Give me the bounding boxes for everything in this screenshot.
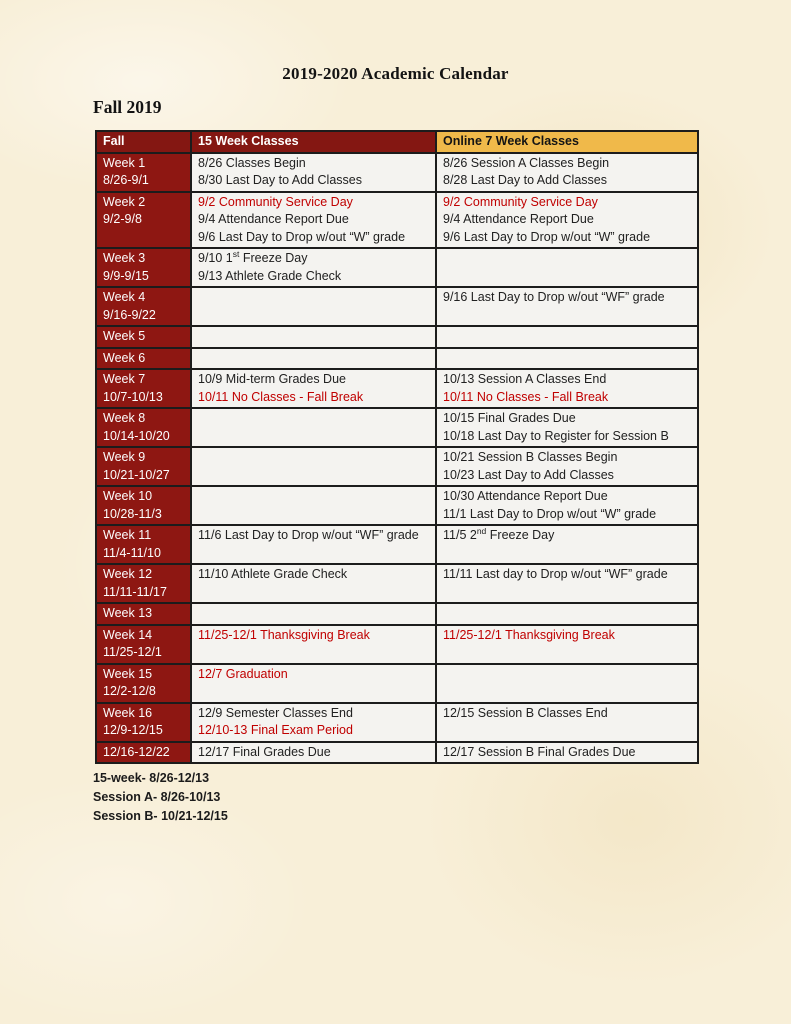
week-name: Week 16	[103, 705, 153, 720]
event-text: 9/6 Last Day to Drop w/out “W” grade	[443, 229, 651, 244]
online-cell	[436, 447, 698, 486]
event-line	[198, 389, 429, 407]
event-text: 8/30 Last Day to Add Classes	[198, 173, 362, 187]
event-text: 10/18 Last Day to Register for Session B	[443, 428, 669, 443]
week-dates: 10/28-11/3	[103, 506, 162, 521]
week-label-cell	[96, 603, 191, 625]
event-line	[443, 229, 691, 247]
online-cell	[436, 486, 698, 525]
week-dates: 10/14-10/20	[103, 428, 170, 443]
event-line	[198, 211, 429, 229]
week-label-cell	[96, 625, 191, 664]
week-dates: 12/2-12/8	[103, 684, 156, 698]
week-label-cell	[96, 564, 191, 603]
event-line	[443, 389, 691, 407]
online-cell	[436, 603, 698, 625]
event-line	[198, 268, 429, 286]
event-line	[443, 289, 691, 307]
week-name: Week 7	[103, 372, 146, 386]
fifteen-week-cell	[191, 248, 436, 287]
event-text: 11/6 Last Day to Drop w/out “WF” grade	[198, 528, 419, 542]
week-label-cell	[96, 742, 191, 764]
fifteen-week-cell	[191, 408, 436, 447]
event-text: 11/1 Last Day to Drop w/out “W” grade	[443, 506, 657, 521]
fifteen-week-cell	[191, 153, 436, 192]
week-name: Week 12	[103, 567, 153, 581]
event-text: 10/23 Last Day to Add Classes	[443, 467, 614, 482]
week-name: 12/16-12/22	[103, 744, 170, 759]
online-cell	[436, 287, 698, 326]
week-name: Week 15	[103, 666, 153, 681]
table-row	[96, 348, 698, 370]
event-text: 12/17 Final Grades Due	[198, 744, 331, 759]
event-text: 11/11 Last day to Drop w/out “WF” grade	[443, 567, 668, 581]
week-label-cell	[96, 408, 191, 447]
fifteen-week-cell	[191, 664, 436, 703]
online-cell	[436, 248, 698, 287]
event-line	[443, 627, 691, 645]
event-line	[198, 566, 429, 584]
online-cell	[436, 525, 698, 564]
event-text: Freeze Day	[239, 251, 308, 265]
event-line	[443, 428, 691, 446]
calendar-table	[95, 130, 699, 764]
event-text: 10/15 Final Grades Due	[443, 411, 576, 425]
event-text: 12/10-13 Final Exam Period	[198, 723, 353, 737]
week-name: Week 10	[103, 489, 153, 503]
event-line	[198, 371, 429, 389]
week-dates: 9/9-9/15	[103, 268, 149, 283]
event-text: 9/2 Community Service Day	[443, 194, 598, 209]
footnote-line: Session A- 8/26-10/13	[93, 790, 221, 804]
table-row	[96, 603, 698, 625]
online-cell	[436, 348, 698, 370]
event-line	[443, 211, 691, 229]
fifteen-week-cell	[191, 348, 436, 370]
table-row	[96, 742, 698, 764]
online-cell	[436, 408, 698, 447]
event-line	[198, 744, 429, 762]
event-line	[198, 155, 429, 173]
table-row	[96, 447, 698, 486]
column-header-2: Online 7 Week Classes	[436, 131, 698, 153]
week-name: Week 8	[103, 411, 146, 425]
table-row	[96, 153, 698, 192]
event-line	[443, 371, 691, 389]
event-line	[198, 627, 429, 645]
week-name: Week 9	[103, 450, 146, 464]
table-row	[96, 248, 698, 287]
week-label-cell	[96, 192, 191, 249]
week-name: Week 5	[103, 329, 146, 343]
week-label-cell	[96, 326, 191, 348]
event-text: 9/10 1	[198, 251, 233, 265]
week-dates: 11/25-12/1	[103, 645, 162, 659]
week-dates: 8/26-9/1	[103, 173, 149, 187]
online-cell	[436, 192, 698, 249]
fifteen-week-cell	[191, 742, 436, 764]
event-text: 8/28 Last Day to Add Classes	[443, 173, 607, 187]
fifteen-week-cell	[191, 603, 436, 625]
event-text: 11/5 2	[443, 528, 477, 542]
event-line	[198, 194, 429, 212]
online-cell	[436, 326, 698, 348]
week-name: Week 6	[103, 350, 146, 365]
online-cell	[436, 153, 698, 192]
week-name: Week 3	[103, 251, 146, 265]
event-line	[198, 666, 429, 684]
week-label-cell	[96, 486, 191, 525]
event-text: 9/2 Community Service Day	[198, 194, 353, 209]
week-name: Week 4	[103, 290, 146, 304]
table-row	[96, 564, 698, 603]
table-row	[96, 287, 698, 326]
event-line	[198, 250, 429, 268]
week-label-cell	[96, 703, 191, 742]
fifteen-week-cell	[191, 447, 436, 486]
table-row	[96, 408, 698, 447]
event-line	[198, 527, 429, 545]
week-dates: 9/2-9/8	[103, 212, 142, 226]
online-cell	[436, 369, 698, 408]
table-row	[96, 192, 698, 249]
event-text: 8/26 Classes Begin	[198, 155, 306, 170]
event-text: 11/10 Athlete Grade Check	[198, 567, 348, 581]
week-label-cell	[96, 248, 191, 287]
event-line	[443, 194, 691, 212]
column-header-1: 15 Week Classes	[191, 131, 436, 153]
event-line	[443, 506, 691, 524]
event-text: 11/25-12/1 Thanksgiving Break	[443, 627, 615, 642]
week-dates: 9/16-9/22	[103, 307, 156, 322]
footnote-line: 15-week- 8/26-12/13	[93, 771, 210, 785]
event-text: 10/11 No Classes - Fall Break	[198, 389, 364, 404]
ordinal-suffix: nd	[476, 525, 487, 536]
week-name: Week 11	[103, 528, 152, 542]
week-name: Week 14	[103, 627, 153, 642]
event-line	[443, 705, 691, 723]
event-text: 9/6 Last Day to Drop w/out “W” grade	[198, 229, 406, 244]
table-row	[96, 369, 698, 408]
week-label-cell	[96, 348, 191, 370]
fifteen-week-cell	[191, 486, 436, 525]
table-row	[96, 326, 698, 348]
column-header-0: Fall	[96, 131, 191, 153]
fifteen-week-cell	[191, 525, 436, 564]
event-line	[443, 155, 691, 173]
table-row	[96, 703, 698, 742]
table-row	[96, 525, 698, 564]
event-text: 12/9 Semester Classes End	[198, 705, 353, 720]
week-name: Week 2	[103, 194, 146, 209]
fifteen-week-cell	[191, 625, 436, 664]
fifteen-week-cell	[191, 369, 436, 408]
fifteen-week-cell	[191, 564, 436, 603]
table-row	[96, 625, 698, 664]
event-text: 10/30 Attendance Report Due	[443, 489, 608, 503]
section-heading: Fall 2019	[93, 97, 162, 117]
event-line	[443, 744, 691, 762]
week-label-cell	[96, 525, 191, 564]
event-line	[443, 449, 691, 467]
online-cell	[436, 703, 698, 742]
week-label-cell	[96, 153, 191, 192]
event-line	[443, 410, 691, 428]
week-label-cell	[96, 447, 191, 486]
event-line	[198, 172, 429, 190]
table-header-row	[96, 131, 698, 153]
event-line	[443, 467, 691, 485]
event-text: 8/26 Session A Classes Begin	[443, 155, 610, 170]
event-text: 12/7 Graduation	[198, 666, 288, 681]
event-text: 10/11 No Classes - Fall Break	[443, 389, 609, 404]
online-cell	[436, 664, 698, 703]
online-cell	[436, 564, 698, 603]
event-text: 11/25-12/1 Thanksgiving Break	[198, 627, 370, 642]
event-text: 9/4 Attendance Report Due	[443, 212, 594, 226]
fifteen-week-cell	[191, 287, 436, 326]
event-line	[198, 722, 429, 740]
week-dates: 12/9-12/15	[103, 723, 163, 737]
week-name: Week 13	[103, 606, 153, 620]
week-dates: 10/21-10/27	[103, 467, 170, 482]
table-row	[96, 486, 698, 525]
event-text: 9/13 Athlete Grade Check	[198, 268, 342, 283]
online-cell	[436, 742, 698, 764]
event-text: 9/4 Attendance Report Due	[198, 212, 349, 226]
week-name: Week 1	[103, 155, 146, 170]
event-line	[443, 488, 691, 506]
footnotes	[93, 769, 791, 826]
week-label-cell	[96, 664, 191, 703]
week-label-cell	[96, 287, 191, 326]
fifteen-week-cell	[191, 192, 436, 249]
event-text: 10/13 Session A Classes End	[443, 372, 607, 386]
week-label-cell	[96, 369, 191, 408]
ordinal-suffix: st	[232, 248, 240, 259]
event-text: 10/21 Session B Classes Begin	[443, 450, 618, 464]
week-dates: 11/4-11/10	[103, 545, 161, 560]
page-title: 2019-2020 Academic Calendar	[282, 64, 509, 83]
footnote-line: Session B- 10/21-12/15	[93, 809, 228, 823]
week-dates: 11/11-11/17	[103, 584, 167, 599]
event-text: Freeze Day	[486, 528, 555, 542]
event-line	[198, 705, 429, 723]
table-row	[96, 664, 698, 703]
event-line	[198, 229, 429, 247]
event-text: 12/15 Session B Classes End	[443, 705, 608, 720]
event-line	[443, 566, 691, 584]
event-text: 12/17 Session B Final Grades Due	[443, 744, 636, 759]
event-text: 10/9 Mid-term Grades Due	[198, 372, 346, 386]
online-cell	[436, 625, 698, 664]
fifteen-week-cell	[191, 703, 436, 742]
event-text: 9/16 Last Day to Drop w/out “WF” grade	[443, 290, 665, 304]
event-line	[443, 527, 691, 545]
week-dates: 10/7-10/13	[103, 389, 163, 404]
fifteen-week-cell	[191, 326, 436, 348]
event-line	[443, 172, 691, 190]
